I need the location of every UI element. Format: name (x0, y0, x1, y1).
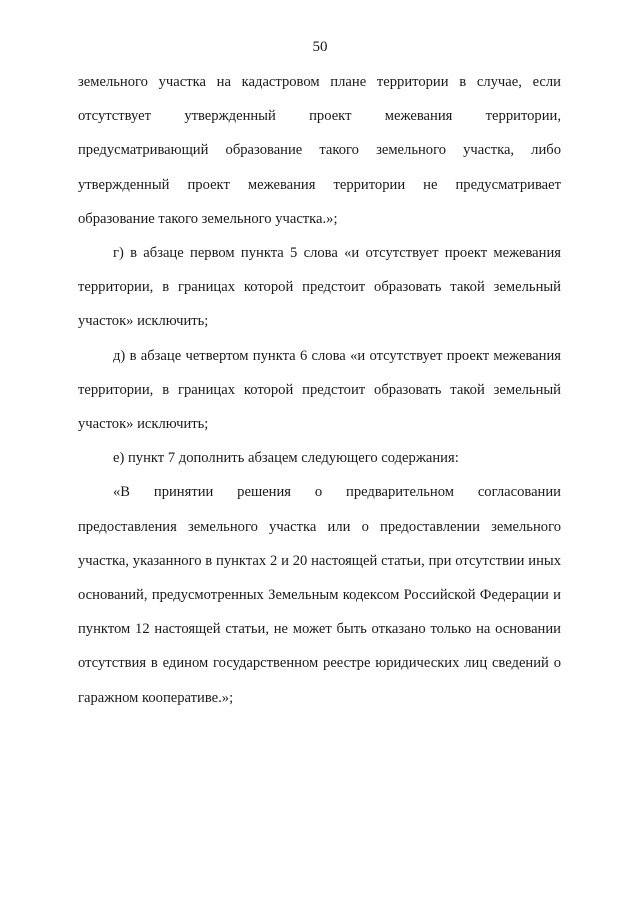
paragraph-quoted-amendment: «В принятии решения о предварительном согласовании предоставления земельного участка или о предоставлении земельного участка, указанного в пунктах 2 и 20 настоящей статьи, при отсутствии иных оснований, предусмотренных Земельным кодексом Российской Федерации и пунктом 12 настоящей статьи, не может быть отказано только на основании отсутствия в едином государственном реестре юридических лиц сведений о гаражном кооперативе.»; (78, 484, 561, 706)
document-body (78, 65, 561, 715)
paragraph-item-e: е) пункт 7 дополнить абзацем следующего содержания: (113, 450, 459, 467)
paragraph-item-g: г) в абзаце первом пункта 5 слова «и отсутствует проект межевания территории, в границах которой предстоит образовать такой земельный участок» исключить; (78, 245, 561, 330)
page-number: 50 (312, 39, 328, 55)
paragraph-item-d: д) в абзаце четвертом пункта 6 слова «и отсутствует проект межевания территории, в границах которой предстоит образовать такой земельный участок» исключить; (78, 347, 561, 433)
paragraph-continuation: земельного участка на кадастровом плане территории в случае, если отсутствует утвержденный проект межевания территории, предусматривающий образование такого земельного участка, либо утвержденный проект межевания территории не предусматривает образование такого земельного участка.»; (78, 74, 561, 227)
